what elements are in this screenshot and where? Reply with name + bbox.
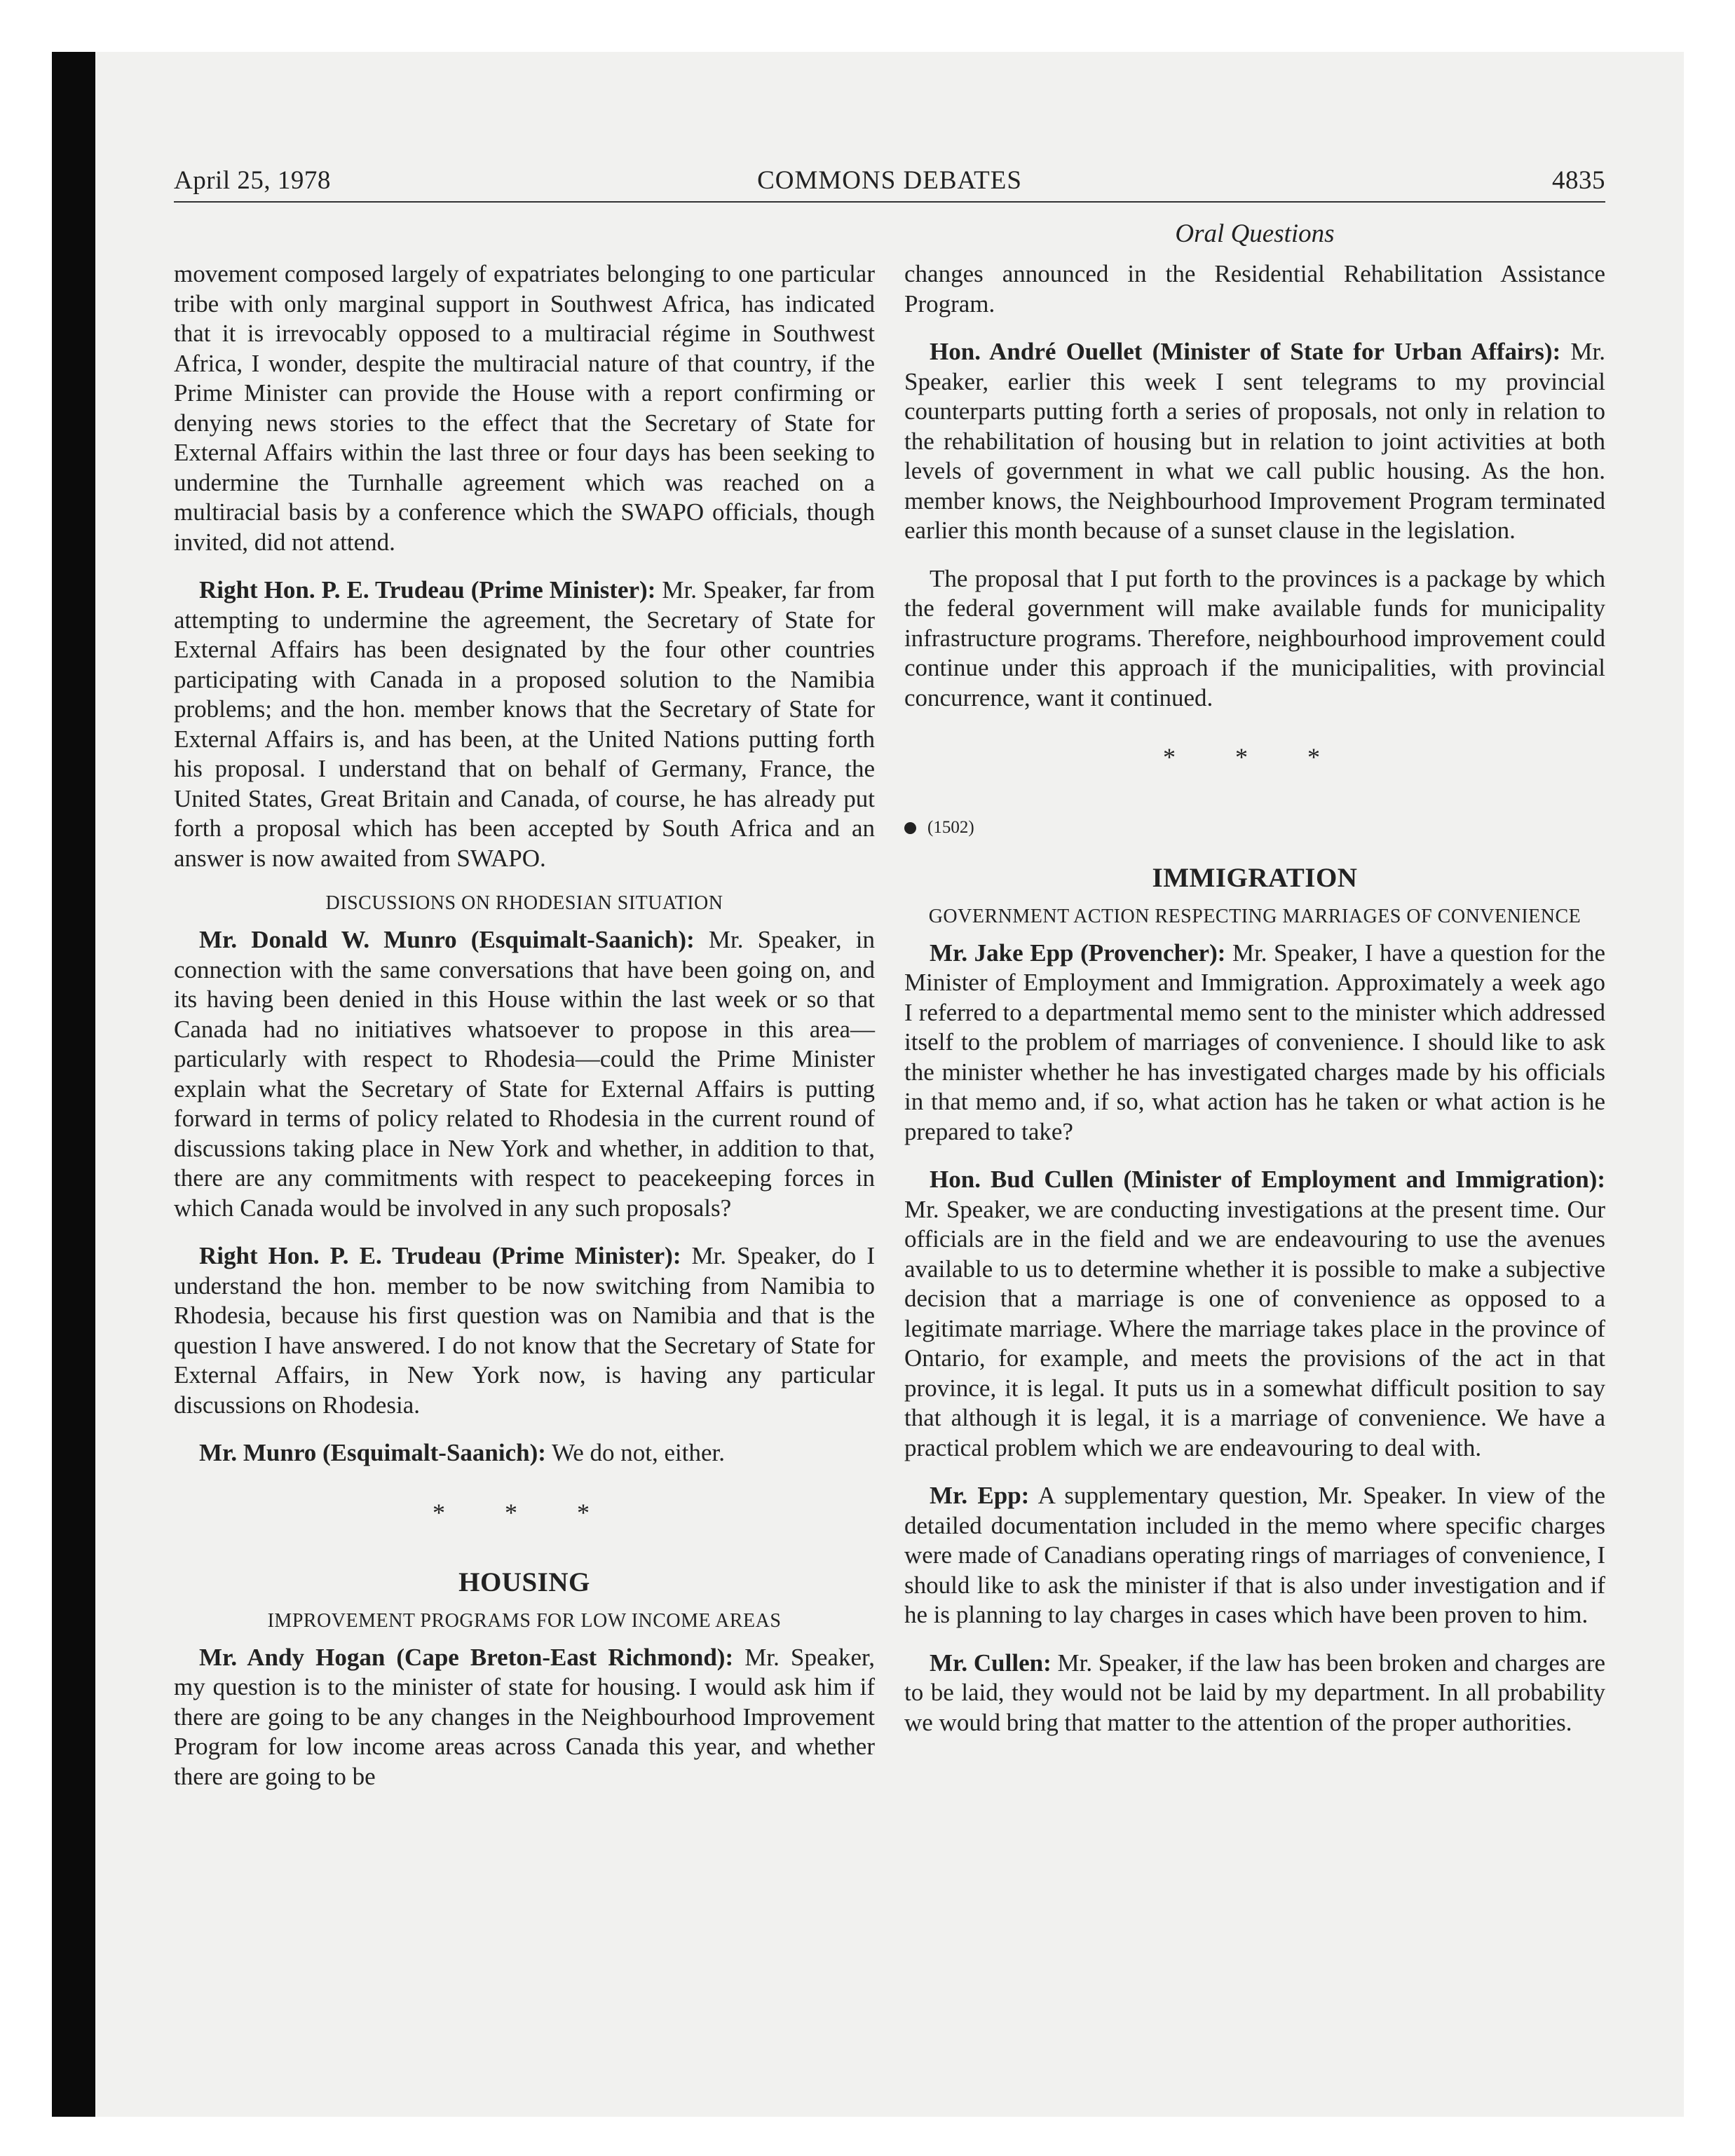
- speaker-name: Right Hon. P. E. Trudeau (Prime Minister):: [199, 576, 656, 603]
- timestamp-text: (1502): [927, 817, 974, 837]
- paragraph: movement composed largely of expatriates belonging to one particular tribe with only marginal support in Southwest Africa, has indicated that it is irrevocably opposed to a multiracial régime in Southwest Africa, I wonder, despite the multiracial nature of that country, if the Prime Minister can provide the House with a report confirming or denying news stories to the effect that the Secretary of State for External Affairs within the last three or four days has been seeking to undermine the Turnhalle agreement which was reached on a multiracial basis by a conference which the SWAPO officials, though invited, did not attend.: [174, 260, 875, 556]
- paragraph: changes announced in the Residential Rehabilitation Assistance Program.: [904, 260, 1605, 318]
- bullet-icon: [904, 822, 916, 834]
- speech-paragraph: [174, 925, 875, 1223]
- section-separator: * * *: [1163, 743, 1347, 771]
- speech-paragraph: [174, 1643, 875, 1792]
- header-date: April 25, 1978: [174, 166, 331, 195]
- speaker-name: Hon. Bud Cullen (Minister of Employment and Immigration):: [930, 1166, 1605, 1193]
- speaker-name: Mr. Jake Epp (Provencher):: [930, 939, 1226, 967]
- left-column: [174, 259, 875, 1810]
- speech-paragraph: [904, 1481, 1605, 1630]
- speaker-name: Mr. Andy Hogan (Cape Breton-East Richmond):: [199, 1643, 734, 1671]
- speech-text: Mr. Speaker, do I understand the hon. member to be now switching from Namibia to Rhodesia, because his first question was on Namibia and that is the question I have answered. I do not know that the Secretary of State for External Affairs, in New York now, is having any particular discussions on Rhodesia.: [174, 1242, 875, 1419]
- timestamp-marker: [904, 813, 1605, 843]
- speech-text: We do not, either.: [545, 1439, 726, 1466]
- speech-text: Mr. Speaker, earlier this week I sent telegrams to my provincial counterparts putting forth a series of proposals, not only in relation to the rehabilitation of housing but in relation to joint activities at both levels of government in what we call public housing. As the hon. member knows, the Neighbourhood Improvement Program terminated earlier this month because of a sunset clause in the legislation.: [904, 338, 1605, 544]
- speech-text: Mr. Speaker, in connection with the same conversations that have been going on, and its having been denied in this House within the last week or so that Canada had no initiatives whatsoever to propose in this area—particularly with respect to Rhodesia—could the Prime Minister explain what the Secretary of State for External Affairs is putting forward in terms of policy related to Rhodesia in the current round of discussions taking place in New York and whether, in addition to that, there are any commitments with respect to peacekeeping forces in which Canada would be involved in any such proposals?: [174, 926, 875, 1222]
- speech-paragraph: [174, 1241, 875, 1420]
- speech-paragraph: [904, 939, 1605, 1147]
- speech-text: Mr. Speaker, we are conducting investigations at the present time. Our officials are in the field and we are endeavouring to use the avenues available to us to determine whether it is possible to make a subjective decision that a marriage is one of convenience as opposed to a legitimate marriage. Where the marriage takes place in the province of Ontario, for example, and meets the provisions of the act in that province, it is legal. It puts us in a somewhat difficult position to say that although it is legal, it is a marriage of convenience. We have a practical problem which we are endeavouring to deal with.: [904, 1195, 1605, 1461]
- speech-paragraph: [904, 337, 1605, 546]
- speech-text: Mr. Speaker, I have a question for the Minister of Employment and Immigration. Approximately a week ago I referred to a departmental memo sent to the minister which addressed itself to the problem of marriages of convenience. I should like to ask the minister whether he has investigated charges made by his officials in that memo and, if so, what action has he taken or what action is he prepared to take?: [904, 939, 1605, 1145]
- section-separator: * * *: [433, 1498, 616, 1527]
- speech-text: Mr. Speaker, far from attempting to undermine the agreement, the Secretary of State for External Affairs has been designated by the four other countries participating with Canada in a proposed solution to the Namibia problems; and the hon. member knows that the Secretary of State for External Affairs is, and has been, at the United Nations putting forth his proposal. I understand that on behalf of Germany, France, the United States, Great Britain and Canada, of course, he has already put forth a proposal which has been accepted by South Africa and an answer is now awaited from SWAPO.: [174, 576, 875, 872]
- speaker-name: Mr. Cullen:: [930, 1649, 1052, 1677]
- right-column: [904, 259, 1605, 1756]
- speech-paragraph: [904, 1649, 1605, 1738]
- paragraph: The proposal that I put forth to the provinces is a package by which the federal government will make available funds for municipality infrastructure programs. Therefore, neighbourhood improvement could continue under this approach if the municipalities, with provincial concurrence, want it continued.: [904, 564, 1605, 711]
- subheading: IMPROVEMENT PROGRAMS FOR LOW INCOME AREAS: [267, 1609, 782, 1632]
- section-heading: IMMIGRATION: [1152, 863, 1358, 893]
- subheading: DISCUSSIONS ON RHODESIAN SITUATION: [325, 892, 723, 914]
- speech-text: A supplementary question, Mr. Speaker. In view of the detailed documentation included in the memo where specific charges were made of Canadians operating rings of marriages of convenience, I should like to ask the minister if that is also under investigation and if he is planning to lay charges in cases which have been proven to him.: [904, 1482, 1606, 1628]
- speaker-name: Mr. Munro (Esquimalt-Saanich):: [199, 1439, 546, 1466]
- subheading: GOVERNMENT ACTION RESPECTING MARRIAGES OF CONVENIENCE: [928, 905, 1581, 927]
- speaker-name: Mr. Donald W. Munro (Esquimalt-Saanich):: [199, 926, 695, 953]
- speaker-name: Right Hon. P. E. Trudeau (Prime Minister):: [199, 1242, 681, 1269]
- header-rule: [174, 201, 1605, 203]
- running-section-title: Oral Questions: [1175, 219, 1335, 248]
- speaker-name: Mr. Epp:: [930, 1482, 1030, 1509]
- speech-text: Mr. Speaker, if the law has been broken and charges are to be laid, they would not be laid by my department. In all probability we would bring that matter to the attention of the proper authorities.: [904, 1649, 1606, 1736]
- speech-paragraph: [904, 1165, 1605, 1463]
- page-header: [174, 165, 1605, 200]
- section-heading: HOUSING: [458, 1567, 590, 1597]
- page-number: 4835: [1552, 166, 1605, 195]
- speech-paragraph: [174, 575, 875, 873]
- speaker-name: Hon. André Ouellet (Minister of State for Urban Affairs):: [930, 338, 1561, 365]
- scan-edge: [52, 52, 95, 2117]
- speech-paragraph: [174, 1438, 875, 1468]
- speech-text: Mr. Speaker, my question is to the minister of state for housing. I would ask him if there are going to be any changes in the Neighbourhood Improvement Program for low income areas across Canada this year, and whether there are going to be: [174, 1643, 876, 1790]
- header-title: COMMONS DEBATES: [757, 166, 1022, 195]
